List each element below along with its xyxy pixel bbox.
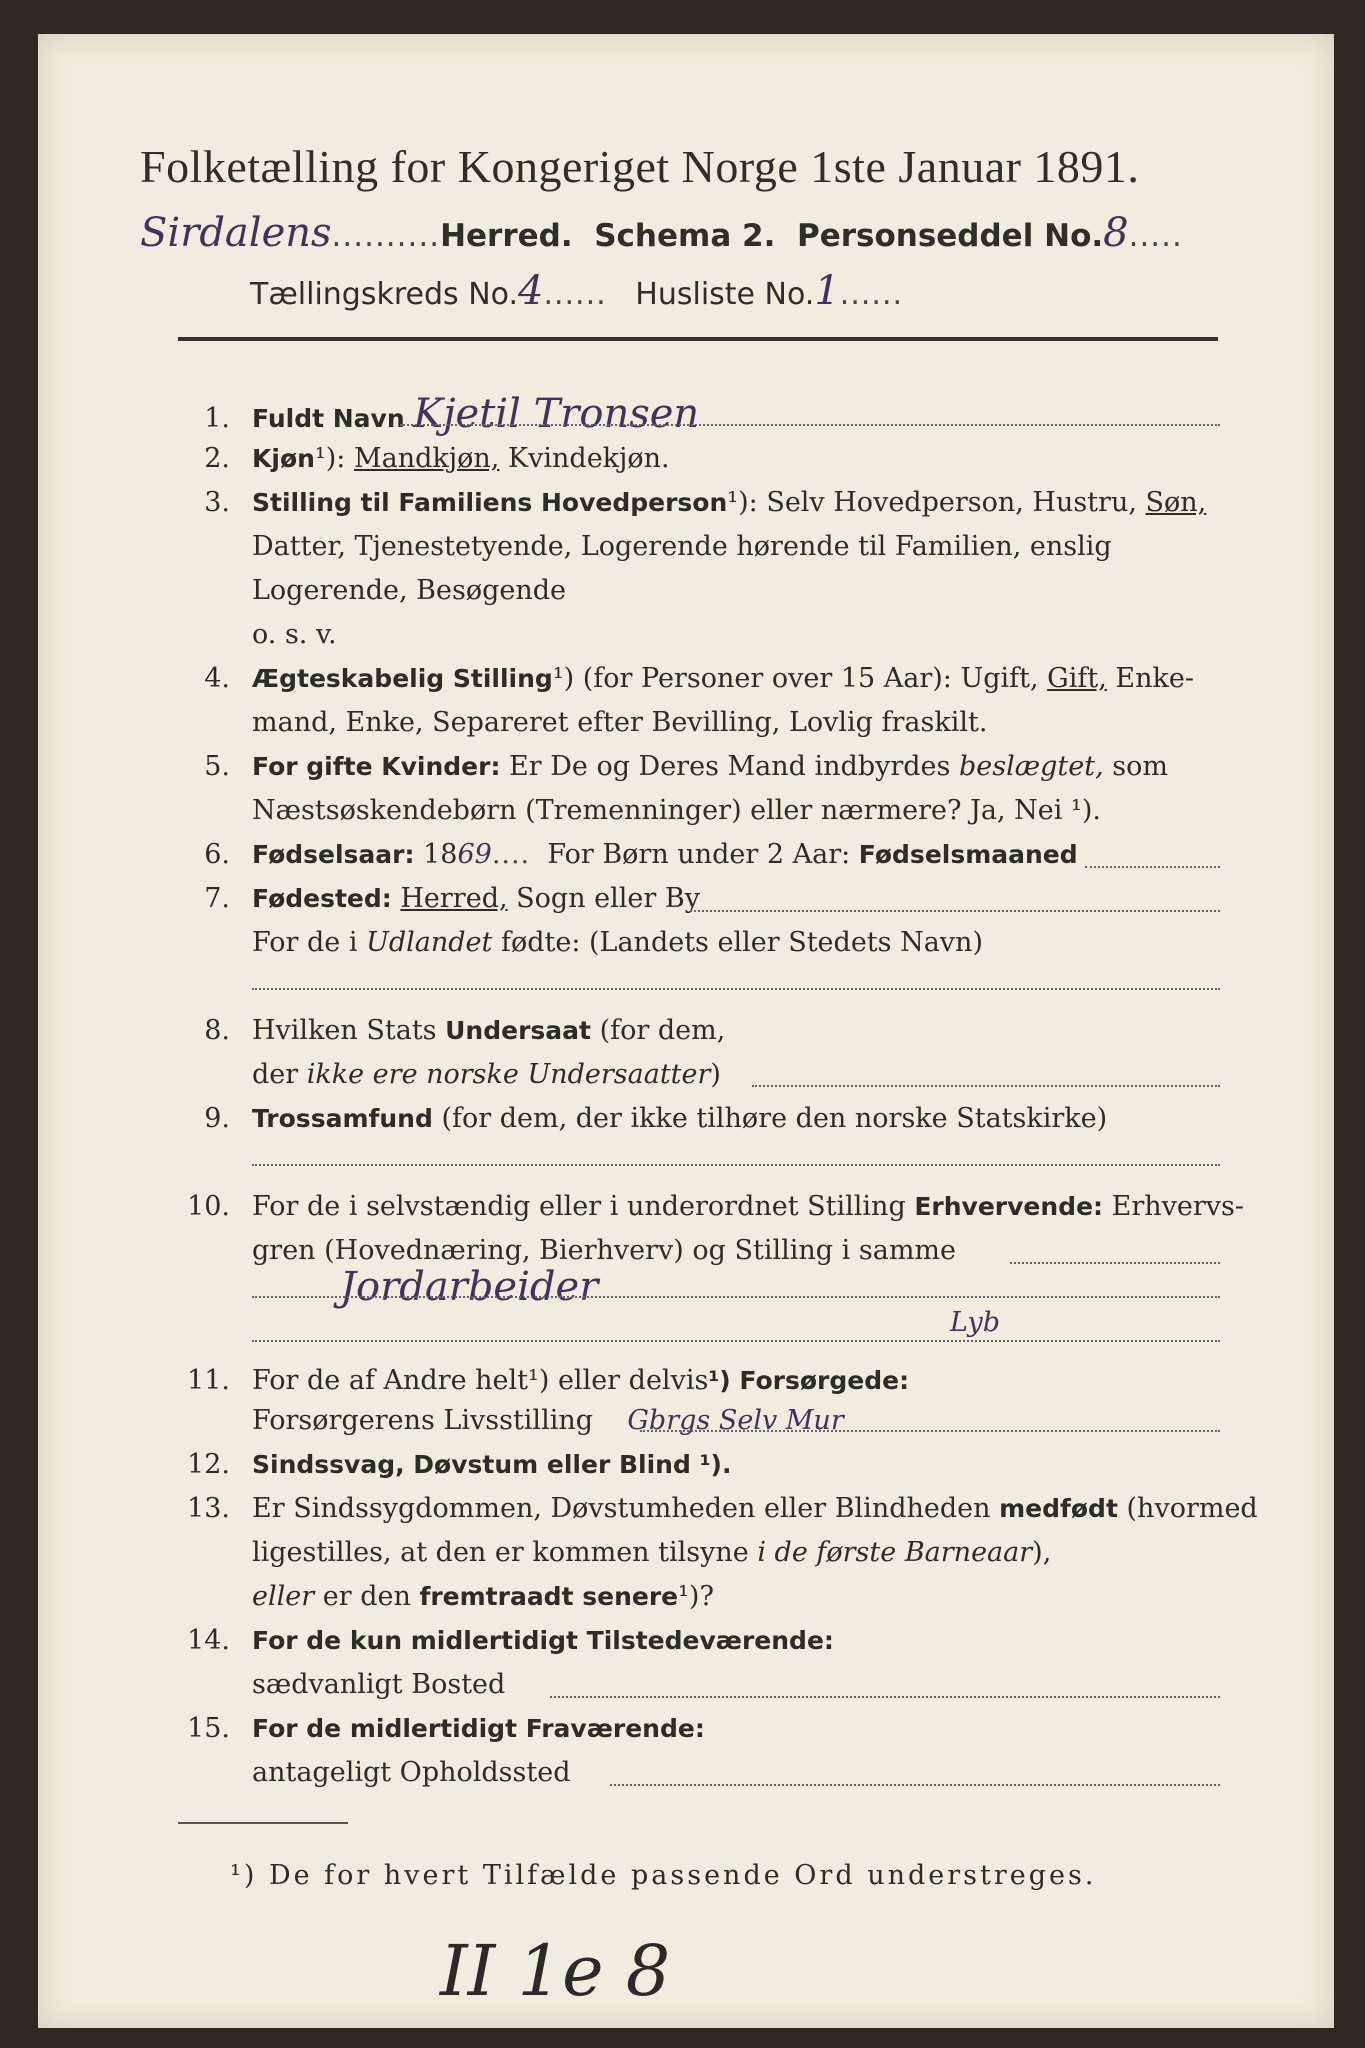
field-13-line2a: ligestilles, at den er kommen tilsyne	[252, 1537, 749, 1568]
field-4-line1: ¹) (for Personer over 15 Aar): Ugift,	[552, 663, 1039, 694]
field-10-dotline	[1010, 1262, 1220, 1264]
gender-female-option: Kvindekjøn.	[507, 443, 670, 474]
field-8-line2b: )	[710, 1059, 721, 1090]
field-8-line2a: der	[252, 1059, 299, 1090]
marital-married-option: Gift,	[1047, 663, 1107, 694]
field-11-label: ¹) Forsørgede:	[708, 1366, 910, 1395]
field-14-line2: sædvanligt Bosted	[252, 1669, 506, 1700]
field-14-number: 14.	[187, 1625, 230, 1656]
field-11	[170, 1364, 1230, 1398]
municipality-value: Sirdalens	[140, 210, 332, 256]
field-4-number: 4.	[204, 663, 230, 694]
field-12-label: Sindssvag, Døvstum eller Blind ¹).	[252, 1450, 732, 1479]
field-15-number: 15.	[187, 1713, 230, 1744]
field-13-line1a: Er Sindssygdommen, Døvstumheden eller Blindheden	[252, 1493, 991, 1524]
field-13-line2-italic: i de første Barneaar	[757, 1537, 1033, 1568]
field-6-label: Fødselsaar:	[252, 840, 415, 869]
field-1-number: 1.	[204, 403, 230, 434]
field-3-line4: o. s. v.	[252, 619, 337, 650]
field-11-line1a: For de af Andre helt	[252, 1365, 529, 1396]
field-4-line2: mand, Enke, Separeret efter Bevilling, Lovlig fraskilt.	[252, 707, 988, 738]
archive-mark: II 1e 8	[440, 1930, 671, 2012]
field-13-eller: eller	[252, 1581, 315, 1612]
occupation-mark-row	[950, 1306, 1150, 1340]
field-13-medfodt: medfødt	[999, 1494, 1118, 1523]
field-10-line1b: Erhvervs-	[1111, 1191, 1245, 1222]
occupation-row	[340, 1264, 840, 1310]
field-3-line1: ¹): Selv Hovedperson, Hustru,	[727, 487, 1137, 518]
footnote: ¹) De for hvert Tilfælde passende Ord understreges.	[230, 1860, 1097, 1891]
page-title: Folketælling for Kongeriget Norge 1ste Januar 1891.	[140, 141, 1140, 192]
taellingskreds-number: 4	[518, 268, 544, 314]
occupation-code-mark: Lyb	[950, 1307, 1000, 1338]
field-8	[170, 1014, 1230, 1048]
field-6-number: 6.	[204, 839, 230, 870]
field-5-line2: Næstsøskendebørn (Tremenninger) eller nærmere? Ja, Nei ¹).	[252, 795, 1101, 826]
field-13	[170, 1492, 1258, 1526]
field-6-dotline	[1085, 866, 1220, 868]
field-5-beslaegtet: beslægtet,	[958, 751, 1104, 782]
field-7-number: 7.	[204, 883, 230, 914]
taellingskreds-row: Tællingskreds No.4...... Husliste No.1......	[250, 268, 904, 314]
field-10	[170, 1190, 1245, 1224]
relation-son-option: Søn,	[1145, 487, 1207, 518]
field-7-dotline	[690, 910, 1220, 912]
personseddel-number: 8	[1103, 210, 1129, 256]
schema-label: Schema 2.	[594, 218, 776, 254]
husliste-number: 1	[814, 268, 840, 314]
field-9-label: Trossamfund	[252, 1104, 433, 1133]
field-2	[170, 442, 1230, 476]
field-11-line2-label: Forsørgerens Livsstilling	[252, 1405, 594, 1436]
birth-year-prefix: 18	[423, 839, 458, 870]
field-9-number: 9.	[204, 1103, 230, 1134]
field-2-number: 2.	[204, 443, 230, 474]
field-14-label: For de kun midlertidigt Tilstedeværende:	[252, 1626, 834, 1655]
field-13-line2	[170, 1536, 1312, 1570]
field-13-line3b: ¹)?	[678, 1581, 714, 1612]
field-8-line1b: (for dem,	[599, 1015, 726, 1046]
field-6: 6. Fødselsaar: 1869.... For Børn under 2 Aar: Fødselsmaaned	[170, 838, 1230, 872]
field-12	[170, 1448, 1230, 1482]
field-4-enke: Enke-	[1115, 663, 1194, 694]
field-4	[170, 662, 1230, 696]
herred-row: Sirdalens..........Herred. Schema 2. Personseddel No.8.....	[140, 210, 1183, 256]
field-13-line3	[170, 1580, 1312, 1614]
field-11-number: 11.	[187, 1365, 230, 1396]
field-7-blank-line	[252, 988, 1220, 990]
field-1-dotline	[400, 424, 1220, 426]
field-7-line2a: For de i	[252, 927, 358, 958]
field-3-label: Stilling til Familiens Hovedperson	[252, 488, 728, 517]
occupation-value: Jordarbeider	[340, 1264, 599, 1310]
field-11-line2	[170, 1404, 1312, 1438]
field-3	[170, 486, 1230, 520]
field-9	[170, 1102, 1230, 1136]
field-14-dotline	[550, 1696, 1220, 1698]
field-14	[170, 1624, 1230, 1658]
field-7-line2b: fødte: (Landets eller Stedets Navn)	[500, 927, 983, 958]
field-2-sup: ¹):	[314, 443, 346, 474]
field-13-line3a: er den	[322, 1581, 411, 1612]
full-name-value: Kjetil Tronsen	[413, 391, 700, 437]
field-8-line1a: Hvilken Stats	[252, 1015, 437, 1046]
field-7-label: Fødested:	[252, 884, 392, 913]
field-6-rest: For Børn under 2 Aar:	[547, 839, 851, 870]
field-3-line2: Datter, Tjenestetyende, Logerende hørende til Familien, enslig	[252, 531, 1112, 562]
field-5-label: For gifte Kvinder:	[252, 752, 501, 781]
header-divider	[178, 337, 1218, 341]
field-8-label: Undersaat	[445, 1016, 591, 1045]
field-8-number: 8.	[204, 1015, 230, 1046]
field-11-line1b: ¹) eller delvis	[528, 1365, 709, 1396]
field-1	[170, 391, 1230, 437]
herred-label: Herred.	[440, 218, 573, 254]
footnote-divider	[178, 1822, 348, 1824]
field-10-line2: gren (Hovednæring, Bierhverv) og Stilling i samme	[252, 1235, 957, 1266]
field-3-number: 3.	[204, 487, 230, 518]
field-13-label: fremtraadt senere	[419, 1582, 679, 1611]
field-13-line2b: ),	[1032, 1537, 1052, 1568]
field-5	[170, 750, 1230, 784]
birthplace-herred-option: Herred,	[400, 883, 508, 914]
field-3-line3: Logerende, Besøgende	[252, 575, 566, 606]
birth-year-value: 69	[457, 839, 492, 870]
field-9-line1: (for dem, der ikke tilhøre den norske Statskirke)	[441, 1103, 1108, 1134]
field-7-rest: Sogn eller By	[516, 883, 700, 914]
field-10-number: 10.	[187, 1191, 230, 1222]
field-13-line1b: (hvormed	[1126, 1493, 1258, 1524]
field-9-blank-line	[252, 1164, 1220, 1166]
field-13-number: 13.	[187, 1493, 230, 1524]
field-15-dotline	[610, 1784, 1220, 1786]
field-5-line1: Er De og Deres Mand indbyrdes	[509, 751, 951, 782]
field-5-number: 5.	[204, 751, 230, 782]
personseddel-label: Personseddel No.	[796, 218, 1104, 254]
field-15-label: For de midlertidigt Fraværende:	[252, 1714, 705, 1743]
taellingskreds-label: Tællingskreds No.	[250, 277, 518, 312]
field-15-line2: antageligt Opholdssted	[252, 1757, 571, 1788]
field-1-label: Fuldt Navn	[252, 404, 405, 433]
field-10-value-line	[252, 1296, 1220, 1298]
field-4-label: Ægteskabelig Stilling	[252, 664, 553, 693]
field-7-udlandet: Udlandet	[366, 927, 493, 958]
field-10-blank-line	[252, 1340, 1220, 1342]
birth-month-label: Fødselsmaaned	[858, 840, 1078, 869]
field-10-label: Erhvervende:	[914, 1192, 1104, 1221]
gender-male-option: Mandkjøn,	[353, 443, 500, 474]
field-12-number: 12.	[187, 1449, 230, 1480]
field-5-som: som	[1112, 751, 1168, 782]
provider-occupation-value: Gbrgs Selv Mur	[627, 1405, 844, 1436]
field-7-line2	[170, 926, 1312, 960]
field-10-line1a: For de i selvstændig eller i underordnet Stilling	[252, 1191, 906, 1222]
field-2-label: Kjøn	[252, 444, 315, 473]
field-8-dotline	[752, 1085, 1220, 1087]
field-11-dotline	[640, 1430, 1220, 1432]
field-8-line2-italic: ikke ere norske Undersaatter	[306, 1059, 711, 1090]
field-15	[170, 1712, 1230, 1746]
husliste-label: Husliste No.	[635, 277, 815, 312]
